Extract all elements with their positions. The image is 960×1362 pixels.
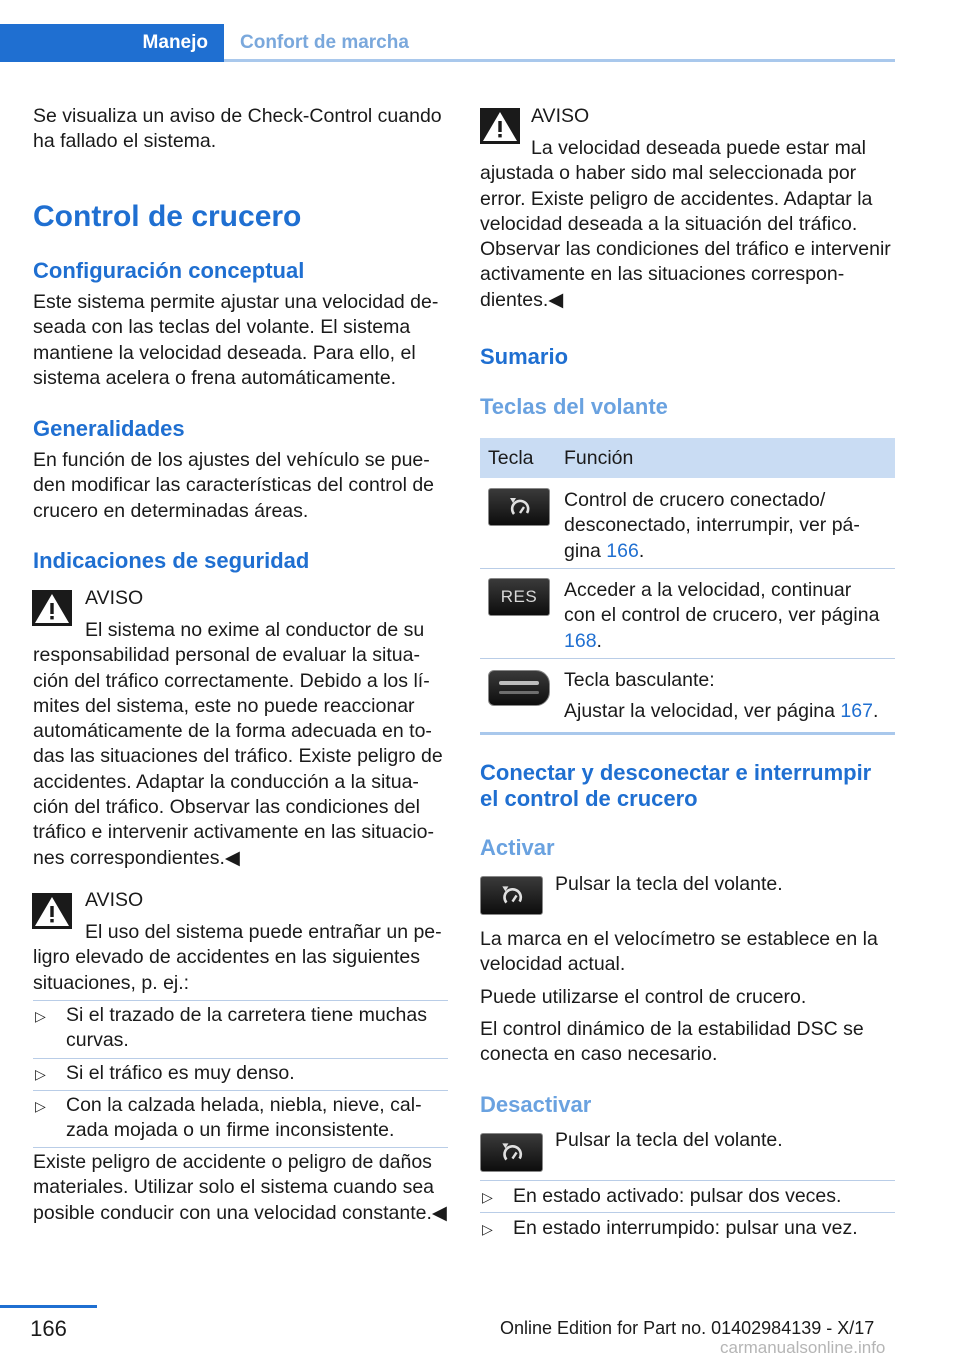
section-title: Control de crucero	[33, 200, 302, 233]
bullet-icon: ▷	[482, 1221, 493, 1237]
bullet-icon: ▷	[35, 1008, 46, 1024]
bullet-icon: ▷	[482, 1189, 493, 1205]
footer-rule	[0, 1305, 97, 1308]
res-key-icon	[488, 578, 550, 616]
row-divider	[480, 658, 895, 659]
concept-heading: Configuración conceptual	[33, 258, 305, 283]
general-paragraph: En función de los ajustes del vehículo se pueden modificar las características del control de crucero en determinadas áreas.	[33, 449, 435, 522]
list-divider	[480, 1180, 895, 1181]
keys-heading: Teclas del volante	[480, 394, 668, 419]
page-number: 166	[30, 1316, 67, 1341]
table-end-rule	[480, 732, 895, 735]
activate-paragraph: Puede utilizarse el control de crucero.	[480, 986, 807, 1008]
activate-heading: Activar	[480, 835, 555, 860]
cruise-key-icon	[480, 876, 543, 915]
deactivate-instruction: Pulsar la tecla del volante.	[555, 1129, 783, 1151]
warning-text: La velocidad deseada puede estar mal ajustada o haber sido mal seleccionada por error. Existe peligro de accidentes. Adaptar la velocidad deseada a la situación del tráfico. Observar las condiciones del tráfico e intervenir activamente en las situaciones correspondientes.◀	[480, 137, 891, 311]
bullet-icon: ▷	[35, 1066, 46, 1082]
rocker-key-icon	[488, 670, 550, 706]
list-divider	[480, 1212, 895, 1213]
concept-paragraph: Este sistema permite ajustar una velocidad deseada con las teclas del volante. El sistema mantiene la velocidad deseada. Para ello, el sistema acelera o frena automáticamente.	[33, 291, 439, 389]
watermark: carmanualsonline.info	[720, 1338, 886, 1357]
safety-heading: Indicaciones de seguridad	[33, 548, 310, 573]
warning-text: El sistema no exime al conductor de su responsabilidad personal de evaluar la situación del tráfico correctamente. Debido a los límites del sistema, este no puede reaccionar automáticamente de la forma adecuada en todas las situaciones del tráfico. Existe peligro de accidentes. Adaptar la conducción a la situación del tráfico. Observar las condiciones del tráfico e intervenir activamente en las situaciones correspondientes.◀	[33, 619, 443, 869]
column-header: Función	[564, 447, 634, 469]
list-item: Con la calzada helada, niebla, nieve, calzada mojada o un firme inconsistente.	[66, 1094, 422, 1142]
table-cell: Acceder a la velocidad, continuar con el control de crucero, ver página 168.	[564, 579, 880, 652]
page-link[interactable]: 168	[564, 629, 597, 652]
activate-instruction: Pulsar la tecla del volante.	[555, 873, 783, 895]
list-item: En estado activado: pulsar dos veces.	[513, 1185, 842, 1207]
list-divider	[33, 1090, 448, 1091]
deactivate-heading: Desactivar	[480, 1092, 592, 1117]
page-header	[0, 0, 895, 62]
cruise-key-icon	[488, 488, 550, 526]
warning-label: AVISO	[85, 889, 144, 911]
chapter-tab-confort[interactable]: Confort de marcha	[240, 32, 409, 53]
list-divider	[33, 1000, 448, 1001]
activate-paragraph: La marca en el velocímetro se establece en la velocidad actual.	[480, 928, 878, 976]
page-link[interactable]: 167	[840, 700, 873, 723]
general-heading: Generalidades	[33, 416, 185, 441]
list-divider	[33, 1058, 448, 1059]
activate-paragraph: El control dinámico de la estabilidad DSC se conecta en caso necesario.	[480, 1018, 864, 1066]
table-cell: Control de crucero conectado/ desconectado, interrumpir, ver página 166.	[564, 489, 860, 562]
table-cell: Tecla basculante: Ajustar la velocidad, ver página 167.	[564, 669, 879, 723]
warning-text: El uso del sistema puede entrañar un peligro elevado de accidentes en las siguientes situaciones, p. ej.:	[33, 921, 442, 994]
column-header: Tecla	[488, 447, 534, 469]
connect-heading: Conectar y desconectar e interrumpir el control de crucero	[480, 760, 872, 811]
page-link[interactable]: 166	[606, 539, 639, 562]
list-item: En estado interrumpido: pulsar una vez.	[513, 1217, 858, 1239]
warning-label: AVISO	[531, 105, 590, 127]
row-divider	[480, 568, 895, 569]
list-item: Si el trazado de la carretera tiene muchas curvas.	[66, 1004, 427, 1052]
summary-heading: Sumario	[480, 344, 569, 369]
list-item: Si el tráfico es muy denso.	[66, 1062, 295, 1084]
header-rule	[224, 59, 895, 62]
bullet-icon: ▷	[35, 1098, 46, 1114]
closing-paragraph: Existe peligro de accidente o peligro de daños materiales. Utilizar solo el sistema cuando sea posible conducir con una velocidad constante.◀	[33, 1151, 447, 1224]
chapter-tab-manejo[interactable]: Manejo	[0, 24, 224, 62]
intro-paragraph: Se visualiza un aviso de Check-Control cuando ha fallado el sistema.	[33, 105, 442, 153]
key-label: RES	[500, 587, 538, 606]
warning-label: AVISO	[85, 587, 144, 609]
table-header	[480, 438, 895, 478]
edition-note: Online Edition for Part no. 01402984139 - X/17	[500, 1318, 875, 1338]
cruise-key-icon	[480, 1133, 543, 1172]
list-divider	[33, 1147, 448, 1148]
